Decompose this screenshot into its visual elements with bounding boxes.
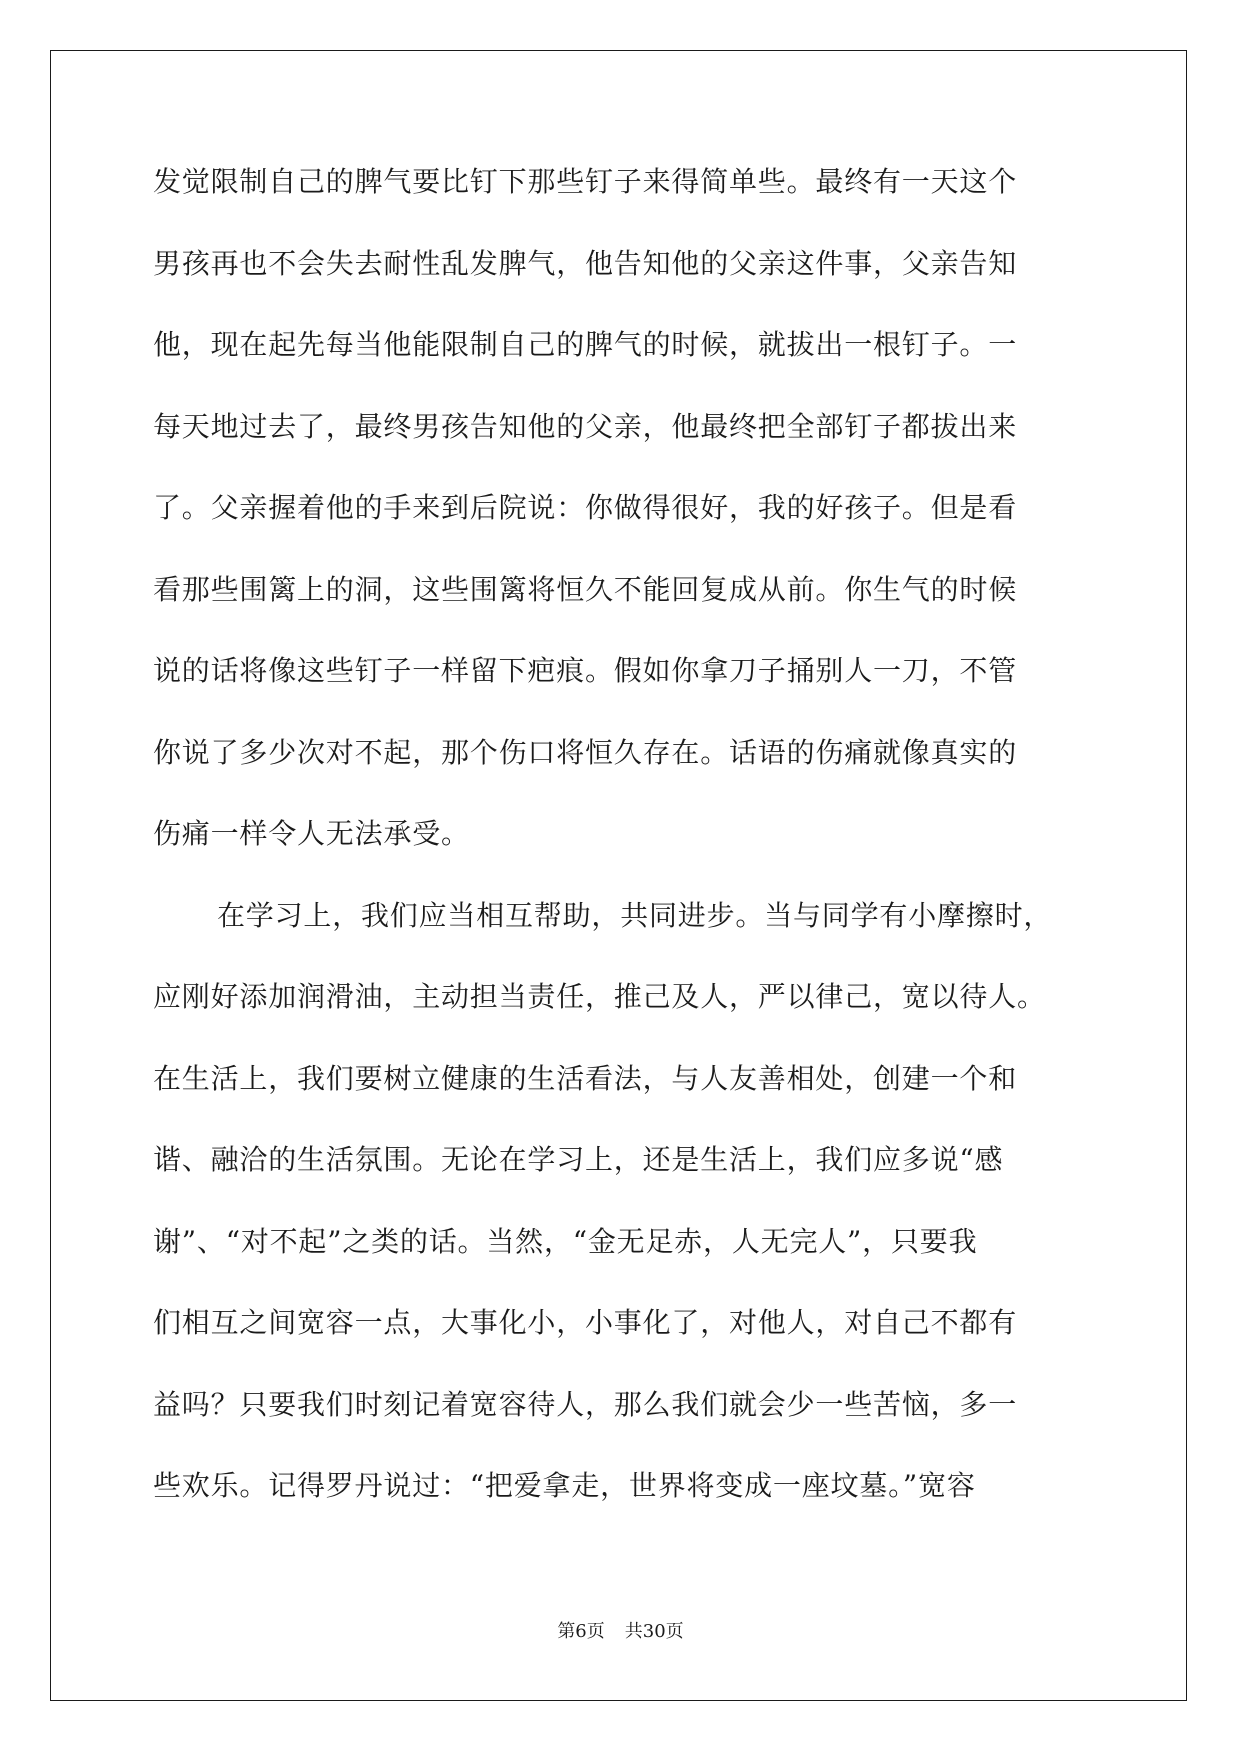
body-line: 你说了多少次对不起，那个伤口将恒久存在。话语的伤痛就像真实的 — [153, 735, 1018, 769]
body-line: 在生活上，我们要树立健康的生活看法，与人友善相处，创建一个和 — [153, 1061, 1018, 1095]
body-line: 益吗？只要我们时刻记着宽容待人，那么我们就会少一些苦恼，多一 — [153, 1387, 1018, 1421]
page-footer — [0, 1617, 1241, 1643]
body-line: 说的话将像这些钉子一样留下疤痕。假如你拿刀子捅别人一刀，不管 — [153, 654, 1018, 687]
body-line: 他，现在起先每当他能限制自己的脾气的时候，就拔出一根钉子。一 — [153, 328, 1018, 361]
body-line: 们相互之间宽容一点，大事化小，小事化了，对他人，对自己不都有 — [153, 1306, 1018, 1339]
body-line: 看那些围篱上的洞，这些围篱将恒久不能回复成从前。你生气的时候 — [153, 572, 1018, 606]
body-line: 发觉限制自己的脾气要比钉下那些钉子来得简单些。最终有一天这个 — [153, 165, 1018, 198]
page-number: 第6页 — [557, 1621, 605, 1642]
document-body — [153, 160, 1093, 1546]
page-total: 共30页 — [624, 1621, 684, 1642]
body-line: 男孩再也不会失去耐性乱发脾气，他告知他的父亲这件事，父亲告知 — [153, 246, 1018, 280]
body-line: 些欢乐。记得罗丹说过：“把爱拿走，世界将变成一座坟墓。”宽容 — [153, 1469, 976, 1502]
body-line: 谐、融洽的生活氛围。无论在学习上，还是生活上，我们应多说“感 — [153, 1143, 1004, 1176]
body-line: 了。父亲握着他的手来到后院说：你做得很好，我的好孩子。但是看 — [153, 491, 1018, 524]
body-line: 伤痛一样令人无法承受。 — [153, 817, 470, 850]
body-line: 每天地过去了，最终男孩告知他的父亲，他最终把全部钉子都拔出来 — [153, 409, 1018, 443]
body-line: 应刚好添加润滑油，主动担当责任，推己及人，严以律己，宽以待人。 — [153, 980, 1046, 1013]
body-line: 谢”、“对不起”之类的话。当然，“金无足赤，人无完人”，只要我 — [153, 1224, 978, 1258]
paragraph-first-line: 在学习上，我们应当相互帮助，共同进步。当与同学有小摩擦时， — [217, 898, 1053, 932]
